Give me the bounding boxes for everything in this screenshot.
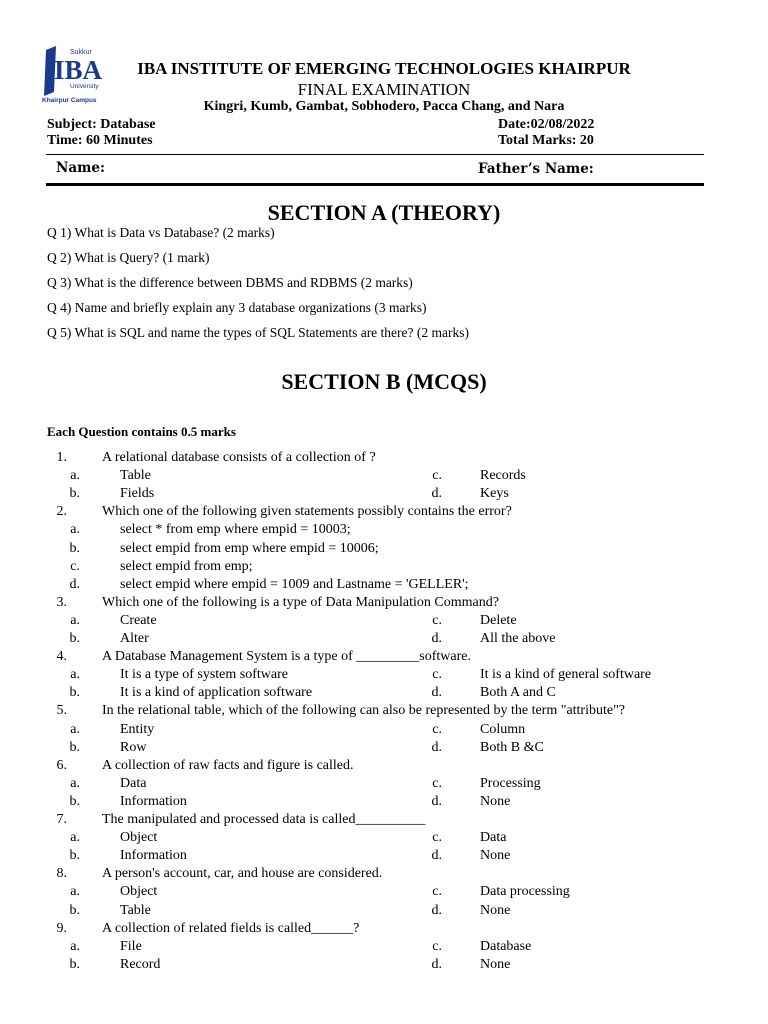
name-field-label: Name:	[56, 160, 105, 176]
mcq-option-text: It is a kind of application software	[120, 685, 313, 701]
mcq-option-text: File	[120, 938, 142, 954]
mcq-option-text: Data	[120, 775, 147, 791]
mcq-option-text: Database	[480, 938, 532, 954]
mcq-option-letter: a.	[70, 468, 80, 484]
mcq-option-letter: a.	[70, 775, 80, 791]
mcq-number: 9.	[56, 920, 67, 936]
mcq-number: 3.	[56, 594, 67, 610]
mcq-option-text: Both B &C	[480, 739, 544, 755]
logo-top-text: Sukkur	[70, 49, 92, 56]
mcq-option-letter: c.	[432, 667, 442, 683]
mcq-option-text: select empid from emp where empid = 10006;	[120, 540, 379, 556]
mcq-option-letter: c.	[432, 721, 442, 737]
mcq-number: 4.	[56, 649, 67, 665]
mcq-question-text: In the relational table, which of the following can also be represented by the term "attribute"?	[102, 703, 626, 719]
logo-campus-text: Khairpur Campus	[42, 97, 97, 104]
mcq-option-letter: c.	[432, 830, 442, 846]
mcq-option-text: Keys	[480, 486, 509, 502]
exam-time: Time: 60 Minutes	[47, 133, 153, 148]
mcq-option-text: Entity	[120, 721, 155, 737]
mcq-option-letter: d.	[431, 902, 442, 918]
theory-question: Q 2) What is Query? (1 mark)	[47, 250, 210, 265]
mcq-option-letter: a.	[70, 612, 80, 628]
mcq-option-text: Object	[120, 830, 158, 846]
logo-sub-text: University	[70, 83, 99, 90]
exam-date: Date:02/08/2022	[498, 117, 595, 132]
mcq-option-letter: b.	[69, 956, 80, 972]
mcq-option-text: Delete	[480, 612, 517, 628]
mcq-option-text: Column	[480, 721, 526, 737]
exam-title: FINAL EXAMINATION	[297, 80, 471, 99]
total-marks: Total Marks: 20	[498, 133, 594, 148]
mcq-option-text: Table	[120, 902, 151, 918]
mcq-question-text: A person's account, car, and house are considered.	[102, 866, 383, 882]
mcq-option-letter: d.	[431, 739, 442, 755]
mcq-option-letter: d.	[431, 793, 442, 809]
mcq-number: 1.	[56, 450, 67, 465]
mcq-option-letter: a.	[70, 667, 80, 683]
mcq-number: 7.	[56, 812, 67, 827]
mcq-option-letter: d.	[431, 486, 442, 502]
mcq-option-letter: c.	[432, 884, 442, 900]
mcq-option-text: None	[480, 956, 511, 972]
mcq-option-letter: b.	[69, 685, 80, 701]
theory-question: Q 5) What is SQL and name the types of SQL Statements are there? (2 marks)	[47, 325, 470, 340]
campus-address: Kingri, Kumb, Gambat, Sobhodero, Pacca Chang, and Nara	[203, 99, 565, 114]
mcq-question-text: Which one of the following is a type of Data Manipulation Command?	[102, 594, 499, 610]
subject-label: Subject: Database	[47, 117, 156, 132]
mcq-option-text: Alter	[120, 631, 149, 646]
mcq-option-letter: b.	[69, 631, 80, 646]
mcq-option-letter: d.	[431, 685, 442, 701]
mcq-option-text: All the above	[480, 631, 556, 646]
mcq-option-letter: a.	[70, 830, 80, 846]
mcq-option-letter: d.	[431, 956, 442, 972]
mcq-option-text: Processing	[480, 775, 541, 791]
mcq-option-text: None	[480, 848, 511, 864]
mcq-option-text: It is a kind of general software	[480, 667, 652, 683]
mcq-option-text: Fields	[120, 486, 155, 502]
mcq-option-letter: d.	[431, 848, 442, 864]
mcq-option-letter: b.	[69, 848, 80, 864]
mcq-option-text: select * from emp where empid = 10003;	[120, 522, 351, 538]
mcq-option-text: It is a type of system software	[120, 667, 288, 683]
mcq-option-letter: b.	[69, 739, 80, 755]
mcq-option-letter: c.	[70, 558, 80, 574]
mcq-question-text: A collection of raw facts and figure is called.	[102, 757, 354, 773]
mcq-option-text: Table	[120, 468, 151, 484]
mcq-option-text: Create	[120, 612, 157, 628]
mcq-option-letter: c.	[432, 938, 442, 954]
header-rule	[46, 154, 704, 155]
marks-note: Each Question contains 0.5 marks	[47, 424, 236, 439]
mcq-number: 6.	[56, 757, 67, 773]
mcq-option-text: select empid from emp;	[120, 558, 253, 574]
section-b-title: SECTION B (MCQS)	[281, 369, 487, 394]
mcq-option-text: Row	[120, 739, 147, 755]
theory-question: Q 4) Name and briefly explain any 3 database organizations (3 marks)	[47, 300, 427, 315]
mcq-option-letter: b.	[69, 486, 80, 502]
mcq-option-letter: b.	[69, 793, 80, 809]
mcq-option-text: Record	[120, 956, 161, 972]
mcq-number: 8.	[56, 866, 67, 882]
theory-question: Q 1) What is Data vs Database? (2 marks)	[47, 225, 275, 240]
mcq-option-text: Records	[480, 468, 526, 484]
mcq-option-text: None	[480, 793, 511, 809]
mcq-option-text: select empid where empid = 1009 and Lastname = 'GELLER';	[120, 576, 469, 592]
section-a-title: SECTION A (THEORY)	[267, 200, 501, 225]
mcq-question-text: A collection of related fields is called______?	[102, 920, 360, 936]
mcq-number: 5.	[56, 703, 67, 719]
father-name-field-label: Father’s Name:	[478, 161, 594, 177]
logo-main-text: IBA	[54, 55, 103, 85]
institute-name: IBA INSTITUTE OF EMERGING TECHNOLOGIES KHAIRPUR	[137, 59, 631, 78]
mcq-option-letter: d.	[431, 631, 442, 646]
mcq-option-text: Information	[120, 848, 187, 864]
mcq-option-text: Object	[120, 884, 158, 900]
mcq-option-text: Information	[120, 793, 187, 809]
mcq-option-text: Data	[480, 830, 507, 846]
mcq-option-letter: a.	[70, 721, 80, 737]
mcq-option-letter: a.	[70, 884, 80, 900]
mcq-option-letter: c.	[432, 612, 442, 628]
mcq-option-letter: a.	[70, 522, 80, 538]
mcq-option-text: Both A and C	[480, 685, 556, 701]
mcq-option-letter: b.	[69, 902, 80, 918]
header-thick-rule	[46, 183, 704, 186]
mcq-question-text: The manipulated and processed data is called__________	[102, 812, 426, 827]
mcq-option-letter: d.	[69, 576, 80, 592]
mcq-question-text: A relational database consists of a collection of ?	[102, 450, 376, 465]
mcq-question-text: Which one of the following given statements possibly contains the error?	[102, 504, 512, 520]
mcq-option-letter: c.	[432, 468, 442, 484]
mcq-question-text: A Database Management System is a type of _________software.	[102, 649, 471, 665]
mcq-option-text: Data processing	[480, 884, 570, 900]
mcq-option-letter: c.	[432, 775, 442, 791]
mcq-option-letter: a.	[70, 938, 80, 954]
theory-question: Q 3) What is the difference between DBMS and RDBMS (2 marks)	[47, 275, 413, 290]
mcq-option-letter: b.	[69, 540, 80, 556]
mcq-option-text: None	[480, 902, 511, 918]
mcq-number: 2.	[56, 504, 67, 520]
